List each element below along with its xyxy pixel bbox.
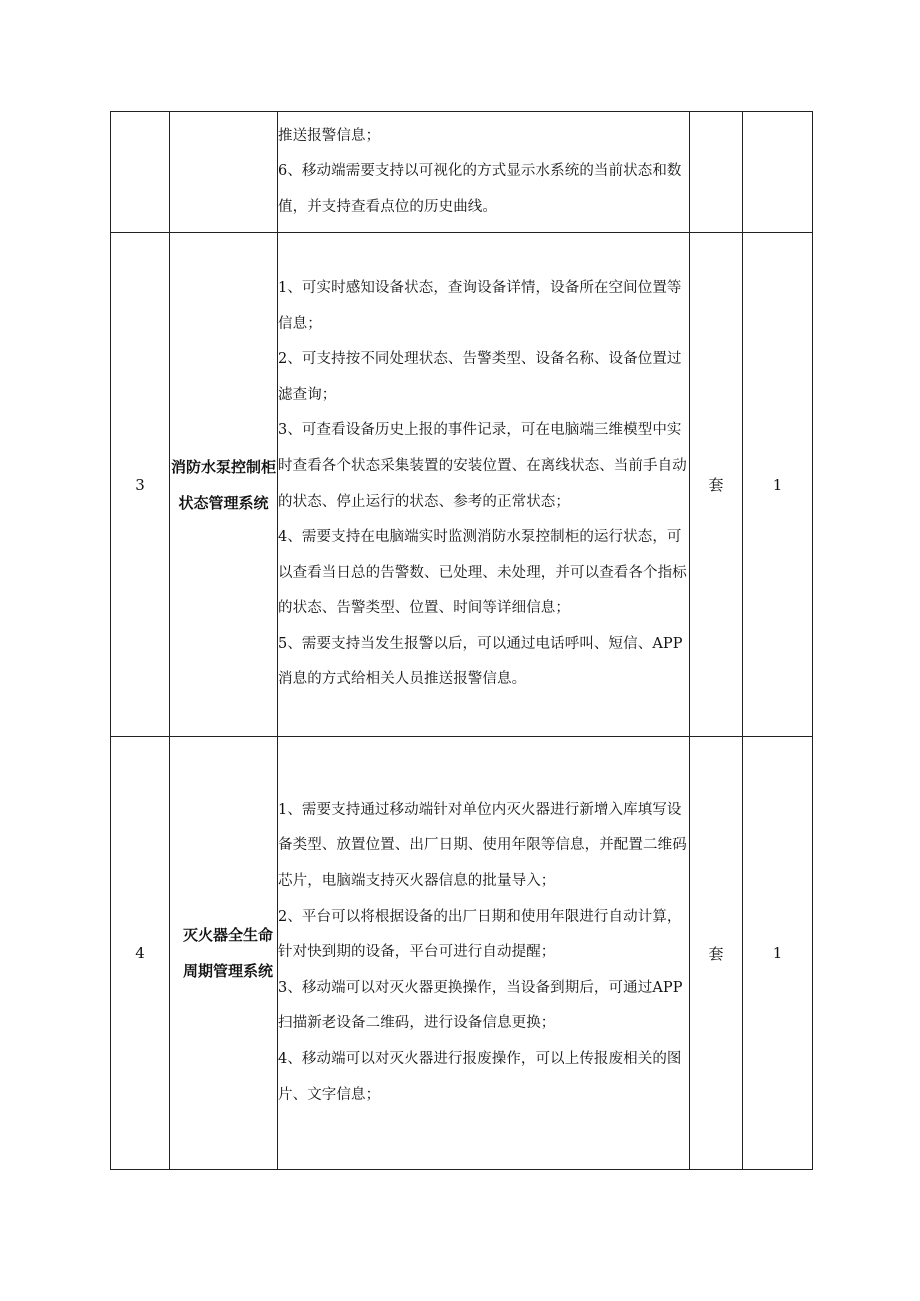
requirement-item: 3、移动端可以对灭火器更换操作，当设备到期后，可通过APP扫描新老设备二维码，进行设备信息更换； (278, 979, 683, 1032)
row-index: 4 (111, 737, 170, 1170)
system-name: 灭火器全生命周期管理系统 (170, 737, 278, 1170)
table-row (111, 233, 813, 737)
quantity-cell (743, 112, 813, 233)
unit-cell: 套 (690, 233, 743, 737)
requirement-item: 1、可实时感知设备状态，查询设备详情，设备所在空间位置等信息； (278, 279, 682, 332)
row-index: 3 (111, 233, 170, 737)
spec-table (110, 111, 813, 1170)
quantity-cell: 1 (743, 233, 813, 737)
table-row (111, 737, 813, 1170)
requirement-description (278, 233, 690, 737)
quantity-cell: 1 (743, 737, 813, 1170)
system-name (170, 112, 278, 233)
requirement-item: 3、可查看设备历史上报的事件记录，可在电脑端三维模型中实时查看各个状态采集装置的安装位置、在离线状态、当前手自动的状态、停止运行的状态、参考的正常状态； (278, 422, 687, 510)
requirement-item: 4、移动端可以对灭火器进行报废操作，可以上传报废相关的图片、文字信息； (278, 1050, 682, 1103)
requirement-description (278, 112, 690, 233)
unit-cell (690, 112, 743, 233)
unit-cell: 套 (690, 737, 743, 1170)
requirement-item: 1、需要支持通过移动端针对单位内灭火器进行新增入库填写设备类型、放置位置、出厂日期、使用年限等信息，并配置二维码芯片，电脑端支持灭火器信息的批量导入； (278, 801, 687, 890)
requirement-item: 2、平台可以将根据设备的出厂日期和使用年限进行自动计算，针对快到期的设备，平台可进行自动提醒； (278, 908, 682, 961)
table-row (111, 112, 813, 233)
requirement-item: 6、移动端需要支持以可视化的方式显示水系统的当前状态和数值，并支持查看点位的历史曲线。 (278, 163, 682, 215)
requirement-item: 4、需要支持在电脑端实时监测消防水泵控制柜的运行状态，可以查看当日总的告警数、已处理、未处理，并可以查看各个指标的状态、告警类型、位置、时间等详细信息； (278, 529, 687, 617)
requirement-description (278, 737, 690, 1170)
requirement-item: 推送报警信息； (278, 127, 381, 144)
system-name: 消防水泵控制柜状态管理系统 (170, 233, 278, 737)
row-index (111, 112, 170, 233)
requirement-item: 5、需要支持当发生报警以后，可以通过电话呼叫、短信、APP消息的方式给相关人员推送报警信息。 (278, 635, 683, 688)
requirement-item: 2、可支持按不同处理状态、告警类型、设备名称、设备位置过滤查询； (278, 351, 682, 403)
